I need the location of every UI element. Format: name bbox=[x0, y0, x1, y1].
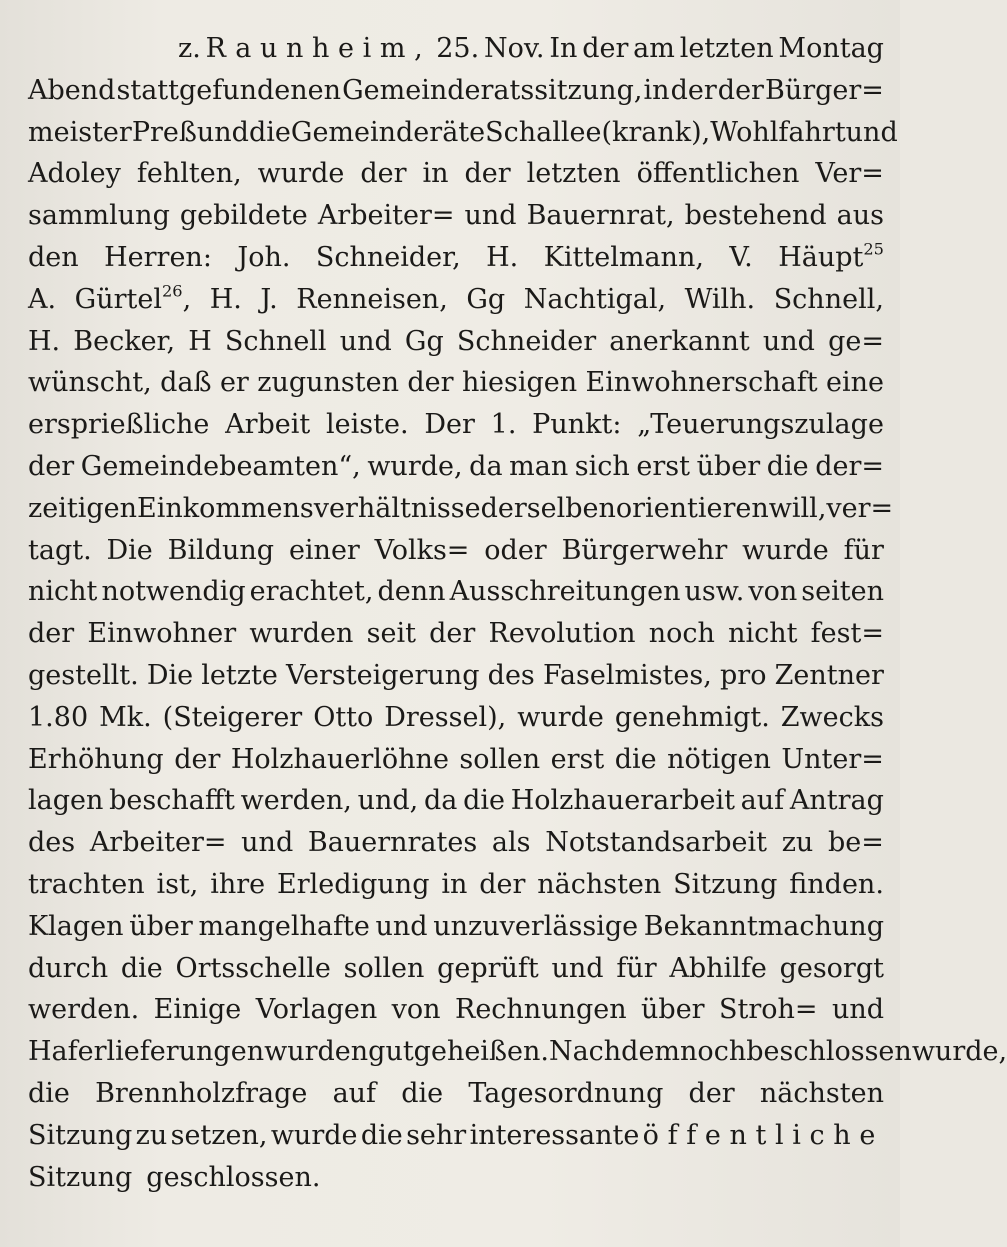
word: Punkt: bbox=[532, 409, 622, 441]
word: der bbox=[464, 158, 511, 190]
word: gebildete bbox=[179, 200, 308, 232]
word: Gemeindebeamten“, bbox=[80, 450, 361, 482]
word: wurde bbox=[257, 158, 345, 190]
word: Stroh= bbox=[719, 994, 818, 1026]
text-line bbox=[28, 655, 884, 697]
word: Bauernrates bbox=[307, 827, 478, 859]
word: über bbox=[129, 910, 193, 942]
word: eine bbox=[826, 367, 884, 399]
word: der bbox=[28, 618, 75, 650]
word: z. bbox=[178, 33, 201, 64]
word: Arbeiter= bbox=[89, 827, 227, 859]
word: Die bbox=[146, 659, 194, 691]
word: Gemeinderäte bbox=[290, 116, 486, 148]
word: denn bbox=[377, 576, 446, 608]
word: Holzhauerarbeit bbox=[510, 785, 735, 817]
word: über bbox=[696, 450, 761, 482]
word: sich bbox=[574, 450, 630, 482]
word: Vorlagen bbox=[255, 994, 378, 1026]
word: Sitzung bbox=[28, 1161, 133, 1193]
word: da bbox=[469, 450, 503, 482]
word: Gg bbox=[404, 325, 444, 357]
word: der bbox=[360, 158, 407, 190]
word: zu bbox=[135, 1119, 168, 1151]
word: Erhöhung bbox=[28, 743, 164, 775]
word: ver= bbox=[826, 492, 894, 524]
word: Joh. bbox=[237, 241, 291, 273]
text-line bbox=[28, 864, 884, 906]
text-line bbox=[28, 70, 884, 112]
word: da bbox=[423, 785, 458, 817]
word: Gemeinderatssitzung, bbox=[342, 74, 643, 106]
word: Adoley bbox=[28, 158, 121, 190]
word: pro bbox=[720, 659, 767, 691]
word: Der bbox=[424, 409, 475, 441]
word: geprüft bbox=[437, 952, 539, 984]
text-line bbox=[28, 989, 884, 1031]
text-line bbox=[28, 571, 884, 613]
word: oder bbox=[484, 534, 547, 566]
word: der bbox=[717, 74, 764, 106]
word: für bbox=[616, 952, 657, 984]
word: die bbox=[28, 1077, 70, 1109]
word: öffentliche bbox=[642, 1119, 884, 1151]
word: Herren: bbox=[104, 241, 212, 273]
word: noch bbox=[648, 618, 715, 650]
word: bestehend bbox=[684, 200, 827, 232]
word: Brennholzfrage bbox=[95, 1077, 308, 1109]
word: sollen bbox=[459, 743, 541, 775]
word: Zwecks bbox=[780, 701, 884, 733]
article-text bbox=[28, 28, 1007, 1198]
word: wurde bbox=[270, 1119, 358, 1151]
word: auf bbox=[332, 1077, 377, 1109]
text-line bbox=[28, 739, 884, 781]
word: er bbox=[219, 367, 249, 399]
word: meister bbox=[28, 116, 132, 148]
word: Arbeit bbox=[225, 409, 311, 441]
word: der bbox=[670, 74, 717, 106]
word: Bildung bbox=[167, 534, 275, 566]
word: und bbox=[196, 116, 249, 148]
word: lagen bbox=[28, 785, 104, 817]
word: (krank), bbox=[601, 116, 711, 148]
word: Nachdem bbox=[548, 1036, 681, 1068]
word: und bbox=[551, 952, 604, 984]
word: Notstandsarbeit bbox=[545, 827, 768, 859]
word: Versteigerung bbox=[286, 659, 480, 691]
word: seit bbox=[366, 618, 416, 650]
text-line bbox=[28, 697, 884, 739]
word: Kittelmann, bbox=[543, 241, 704, 273]
text-line bbox=[28, 195, 884, 237]
text-line bbox=[28, 279, 884, 321]
word: und bbox=[762, 325, 815, 357]
word: gutgeheißen. bbox=[368, 1036, 549, 1068]
text-line bbox=[28, 1115, 884, 1157]
word: wurde bbox=[742, 534, 829, 566]
word: die bbox=[401, 1077, 444, 1109]
word: nicht bbox=[28, 576, 98, 608]
word: und bbox=[845, 116, 898, 148]
word: Volks= bbox=[374, 534, 470, 566]
word: Dressel), bbox=[384, 701, 507, 733]
word: Abend bbox=[28, 74, 116, 106]
text-line bbox=[28, 780, 884, 822]
word: ist, bbox=[156, 868, 199, 900]
word: Bürger= bbox=[765, 74, 884, 106]
text-line bbox=[28, 28, 884, 70]
word: die bbox=[120, 952, 163, 984]
word: als bbox=[491, 827, 531, 859]
word: der= bbox=[815, 450, 884, 482]
word: der bbox=[407, 367, 454, 399]
word: und bbox=[375, 910, 428, 942]
word: für bbox=[843, 534, 884, 566]
word: werden. bbox=[28, 994, 140, 1026]
word: die bbox=[360, 1119, 403, 1151]
word: man bbox=[509, 450, 569, 482]
word: Bürgerwehr bbox=[561, 534, 728, 566]
word: beschlossen bbox=[746, 1036, 912, 1068]
word: H. bbox=[209, 283, 242, 315]
word: letzten bbox=[679, 33, 774, 64]
word: über bbox=[641, 994, 705, 1026]
word: wurde, bbox=[911, 1036, 1007, 1068]
word: A. bbox=[28, 283, 57, 315]
word: V. bbox=[729, 241, 753, 273]
text-line bbox=[28, 112, 898, 154]
word: die bbox=[463, 785, 506, 817]
word: Bauernrat, bbox=[526, 200, 675, 232]
word: Sitzung bbox=[673, 868, 778, 900]
word: 25. bbox=[436, 33, 480, 64]
word: derselben bbox=[480, 492, 616, 524]
word: stattgefundenen bbox=[116, 74, 342, 106]
word: und bbox=[339, 325, 392, 357]
word: gesorgt bbox=[779, 952, 884, 984]
word: usw. bbox=[684, 576, 745, 608]
word: auf bbox=[740, 785, 785, 817]
word: trachten bbox=[28, 868, 145, 900]
word: notwendig bbox=[101, 576, 246, 608]
word: setzen, bbox=[170, 1119, 268, 1151]
word: und bbox=[831, 994, 884, 1026]
word: Ausschreitungen bbox=[449, 576, 681, 608]
word: Einwohnerschaft bbox=[585, 367, 818, 399]
word: und bbox=[464, 200, 517, 232]
word: Unter= bbox=[781, 743, 884, 775]
word: Einkommensverhältnisse bbox=[136, 492, 481, 524]
word: von bbox=[748, 576, 798, 608]
word: der bbox=[429, 618, 476, 650]
word: Nachtigal, bbox=[523, 283, 667, 315]
word: die bbox=[248, 116, 291, 148]
word: nötigen bbox=[667, 743, 771, 775]
word: einer bbox=[288, 534, 360, 566]
word: finden. bbox=[789, 868, 884, 900]
text-line bbox=[28, 948, 884, 990]
word: Schneider, bbox=[315, 241, 461, 273]
word: „Teuerungszulage bbox=[637, 409, 884, 441]
word: ersprießliche bbox=[28, 409, 210, 441]
word: In bbox=[549, 33, 578, 64]
word: in bbox=[441, 868, 468, 900]
word: erst bbox=[550, 743, 605, 775]
word: in bbox=[422, 158, 449, 190]
word: letzten bbox=[526, 158, 621, 190]
word: Die bbox=[106, 534, 153, 566]
word: letzte bbox=[201, 659, 278, 691]
word: Sitzung bbox=[28, 1119, 133, 1151]
text-line bbox=[28, 237, 884, 279]
word: Klagen bbox=[28, 910, 124, 942]
word: beschafft bbox=[109, 785, 235, 817]
text-line bbox=[28, 613, 884, 655]
word: der bbox=[174, 743, 221, 775]
word: Otto bbox=[313, 701, 374, 733]
word: 1.80 bbox=[28, 701, 89, 733]
word: wünscht, bbox=[28, 367, 152, 399]
word: ge= bbox=[828, 325, 884, 357]
word: der bbox=[688, 1077, 735, 1109]
word: orientieren bbox=[615, 492, 769, 524]
word: seiten bbox=[801, 576, 884, 608]
word: geschlossen. bbox=[146, 1161, 321, 1193]
word: werden, bbox=[240, 785, 352, 817]
word: zu bbox=[781, 827, 814, 859]
word: Holzhauerlöhne bbox=[230, 743, 449, 775]
text-line bbox=[28, 446, 884, 488]
word: will, bbox=[768, 492, 827, 524]
word: die bbox=[614, 743, 657, 775]
word: der bbox=[479, 868, 526, 900]
word: wurden bbox=[264, 1036, 369, 1068]
word: nächsten bbox=[759, 1077, 884, 1109]
text-line bbox=[28, 488, 894, 530]
word: der bbox=[582, 33, 629, 64]
word: anerkannt bbox=[609, 325, 750, 357]
word: Revolution bbox=[488, 618, 636, 650]
word: am bbox=[633, 33, 675, 64]
word: Wilh. bbox=[684, 283, 756, 315]
word: be= bbox=[828, 827, 884, 859]
text-line bbox=[28, 362, 884, 404]
word: und, bbox=[357, 785, 419, 817]
word: Nov. bbox=[483, 33, 545, 64]
text-line bbox=[28, 1031, 1007, 1073]
word: J. bbox=[260, 283, 278, 315]
word: nicht bbox=[728, 618, 798, 650]
word: Preß bbox=[131, 116, 197, 148]
word: daß bbox=[160, 367, 212, 399]
word: sammlung bbox=[28, 200, 170, 232]
word: hiesigen bbox=[461, 367, 578, 399]
word: erachtet, bbox=[249, 576, 374, 608]
text-line bbox=[28, 153, 884, 195]
word: Bekanntmachung bbox=[643, 910, 884, 942]
word: fehlten, bbox=[136, 158, 242, 190]
word: 1. bbox=[490, 409, 517, 441]
word: Renneisen, bbox=[296, 283, 448, 315]
word: Erledigung bbox=[276, 868, 430, 900]
word: Raunheim, bbox=[205, 33, 432, 64]
text-line bbox=[28, 1157, 884, 1199]
word: in bbox=[643, 74, 670, 106]
word: Tagesordnung bbox=[468, 1077, 664, 1109]
word: Gürtel$^{26}$, bbox=[74, 281, 192, 315]
word: öffentlichen bbox=[636, 158, 800, 190]
text-line bbox=[28, 404, 884, 446]
word: und bbox=[241, 827, 294, 859]
word: von bbox=[391, 994, 441, 1026]
text-line bbox=[28, 321, 884, 363]
word: Einwohner bbox=[87, 618, 237, 650]
text-line bbox=[28, 530, 884, 572]
word: wurde, bbox=[367, 450, 463, 482]
word: Ortsschelle bbox=[175, 952, 331, 984]
word: Antrag bbox=[789, 785, 884, 817]
word: Häupt$^{25}$ bbox=[778, 239, 884, 273]
word: zugunsten bbox=[257, 367, 399, 399]
word: noch bbox=[680, 1036, 747, 1068]
word: Schnell, bbox=[773, 283, 884, 315]
word: Schallee bbox=[485, 116, 602, 148]
word: den bbox=[28, 241, 79, 273]
word: sehr bbox=[406, 1119, 467, 1151]
word: leiste. bbox=[326, 409, 409, 441]
word: erst bbox=[636, 450, 690, 482]
word: Schnell bbox=[224, 325, 327, 357]
word: Zentner bbox=[774, 659, 884, 691]
word: Abhilfe bbox=[669, 952, 767, 984]
word: Becker, bbox=[73, 325, 176, 357]
word: zeitigen bbox=[28, 492, 137, 524]
word: H. bbox=[28, 325, 61, 357]
word: Arbeiter= bbox=[317, 200, 455, 232]
word: Haferlieferungen bbox=[28, 1036, 265, 1068]
word: wurde bbox=[517, 701, 604, 733]
word: Montag bbox=[778, 33, 884, 64]
word: Einige bbox=[153, 994, 242, 1026]
word: Ver= bbox=[815, 158, 884, 190]
word: durch bbox=[28, 952, 109, 984]
word: Gg bbox=[466, 283, 506, 315]
text-line bbox=[28, 822, 884, 864]
word: genehmigt. bbox=[614, 701, 770, 733]
word: H bbox=[188, 325, 212, 357]
word: ihre bbox=[210, 868, 266, 900]
word: Wohlfahrt bbox=[710, 116, 846, 148]
word: des bbox=[28, 827, 76, 859]
word: Faselmistes, bbox=[542, 659, 712, 691]
text-line bbox=[28, 1073, 884, 1115]
word: sollen bbox=[343, 952, 425, 984]
word: Mk. bbox=[99, 701, 152, 733]
word: aus bbox=[836, 200, 884, 232]
word: der bbox=[28, 450, 75, 482]
word: interessante bbox=[469, 1119, 640, 1151]
word: des bbox=[487, 659, 535, 691]
word: tagt. bbox=[28, 534, 92, 566]
word: Schneider bbox=[456, 325, 597, 357]
word: Rechnungen bbox=[454, 994, 627, 1026]
text-line bbox=[28, 906, 884, 948]
word: H. bbox=[486, 241, 519, 273]
word: (Steigerer bbox=[162, 701, 303, 733]
word: fest= bbox=[810, 618, 884, 650]
word: die bbox=[766, 450, 809, 482]
word: gestellt. bbox=[28, 659, 139, 691]
word: wurden bbox=[249, 618, 354, 650]
word: mangelhafte bbox=[198, 910, 370, 942]
word: unzuverlässige bbox=[433, 910, 639, 942]
word: nächsten bbox=[537, 868, 662, 900]
